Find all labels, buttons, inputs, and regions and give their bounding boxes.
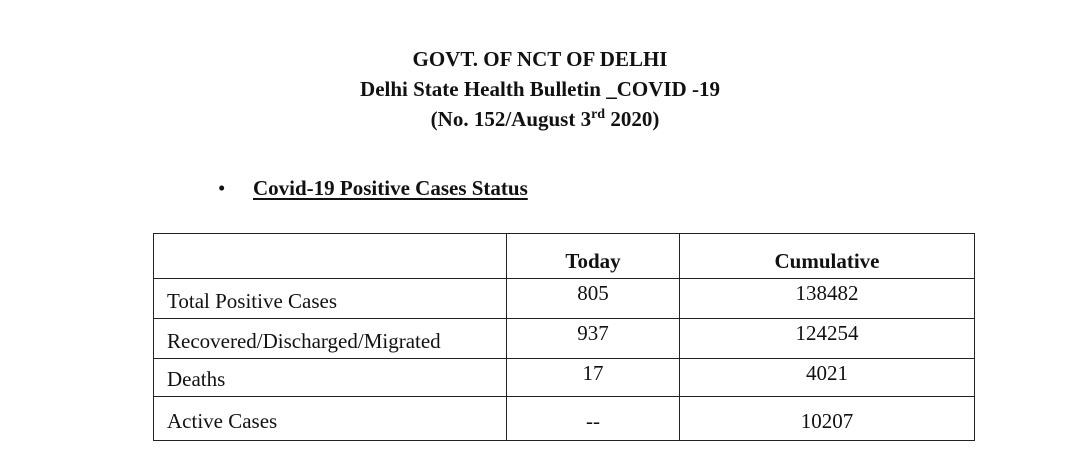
row-label: Recovered/Discharged/Migrated: [154, 319, 507, 359]
org-title: GOVT. OF NCT OF DELHI: [412, 47, 668, 71]
bulletin-heading: [0, 44, 1080, 134]
cumulative-value: 10207: [680, 397, 975, 441]
today-value: 937: [507, 319, 680, 359]
bullet-icon: •: [218, 176, 226, 200]
table-row: [154, 319, 975, 359]
row-label: Deaths: [154, 359, 507, 397]
issue-line: [0, 104, 1080, 134]
bulletin-title: Delhi State Health Bulletin _COVID -19: [360, 77, 720, 101]
table-row: [154, 279, 975, 319]
table-header-row: [154, 234, 975, 279]
row-label: Active Cases: [154, 397, 507, 441]
section-heading: [218, 173, 528, 203]
header-cell-cumulative: Cumulative: [680, 234, 975, 279]
cumulative-value: 4021: [680, 359, 975, 397]
cases-status-table: [153, 233, 975, 441]
section-title: Covid-19 Positive Cases Status: [253, 176, 528, 200]
today-value: --: [507, 397, 680, 441]
issue-suffix: 2020): [605, 107, 660, 131]
header-cell-today: Today: [507, 234, 680, 279]
cumulative-value: 138482: [680, 279, 975, 319]
issue-superscript: rd: [591, 107, 606, 122]
today-value: 17: [507, 359, 680, 397]
row-label: Total Positive Cases: [154, 279, 507, 319]
cumulative-value: 124254: [680, 319, 975, 359]
issue-prefix: (No. 152/August 3: [430, 107, 592, 131]
today-value: 805: [507, 279, 680, 319]
header-cell-blank: [154, 234, 507, 279]
table-row: [154, 397, 975, 441]
table-row: [154, 359, 975, 397]
